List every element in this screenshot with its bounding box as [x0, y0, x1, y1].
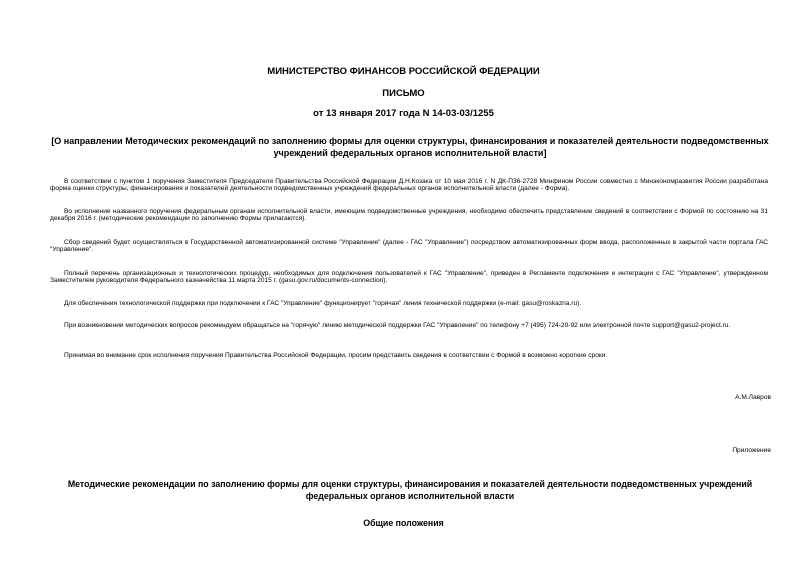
document-type: ПИСЬМО	[382, 88, 425, 99]
paragraph-4: Полный перечень организационных и технологических процедур, необходимых для подключения пользователей к ГАС "Управление", приведен в Регламенте подключения и интеграции с ГАС "Управление", утвержденном Заместителем руководителя Федерального казначейства 11 марта 2015 г. (gasu.gov.ru/documents-connection).	[50, 270, 768, 284]
section-heading: Общие положения	[363, 518, 444, 528]
paragraph-7: Принимая во внимание срок исполнения поручения Правительства Российской Федерации, просим представить сведения в соответствии с Формой в возможно короткие сроки.	[64, 352, 608, 359]
paragraph-6: При возникновении методических вопросов рекомендуем обращаться на "горячую" линию методической поддержки ГАС "Управление" по телефону +7 (495) 724-20-92 или электронной почте support@gasu2-project.ru.	[64, 322, 731, 329]
paragraph-1: В соответствии с пунктом 1 поручения Заместителя Председателя Правительства Российской Федерации Д.Н.Козака от 10 мая 2016 г. N ДК-П36-2728 Минфином России совместно с Минэкономразвития России разработана форма оценки структуры, финансирования и показателей деятельности подведомственных учреждений федеральных органов исполнительной власти (далее - Форма).	[50, 178, 768, 192]
paragraph-2: Во исполнение названного поручения федеральным органам исполнительной власти, имеющим подведомственные учреждения, необходимо обеспечить представление сведений в соответствии с Формой по состоянию на 31 декабря 2016 г. (методические рекомендации по заполнению Формы прилагаются).	[50, 208, 768, 222]
document-date-number: от 13 января 2017 года N 14-03-03/1255	[313, 108, 494, 119]
appendix-label: Приложение	[732, 447, 771, 454]
paragraph-5: Для обеспечения технологической поддержки при подключении к ГАС "Управление" функционирует "горячая" линия технической поддержки (e-mail: gasu@roskazna.ru).	[64, 300, 582, 307]
paragraph-3: Сбор сведений будет осуществляться в Государственной автоматизированной системе "Управление" (далее - ГАС "Управление") посредством автоматизированных форм ввода, расположенных в закрытой части портала ГАС "Управление".	[50, 239, 768, 253]
appendix-title: Методические рекомендации по заполнению формы для оценки структуры, финансирования и показателей деятельности подведомственных учреждений федеральных органов исполнительной власти	[67, 479, 753, 501]
signature: А.М.Лавров	[735, 394, 771, 401]
ministry-heading: МИНИСТЕРСТВО ФИНАНСОВ РОССИЙСКОЙ ФЕДЕРАЦИИ	[267, 66, 540, 77]
document-subject: [О направлении Методических рекомендаций по заполнению формы для оценки структуры, финансирования и показателей деятельности подведомственных учреждений федеральных органов исполнительной власти]	[51, 136, 769, 158]
